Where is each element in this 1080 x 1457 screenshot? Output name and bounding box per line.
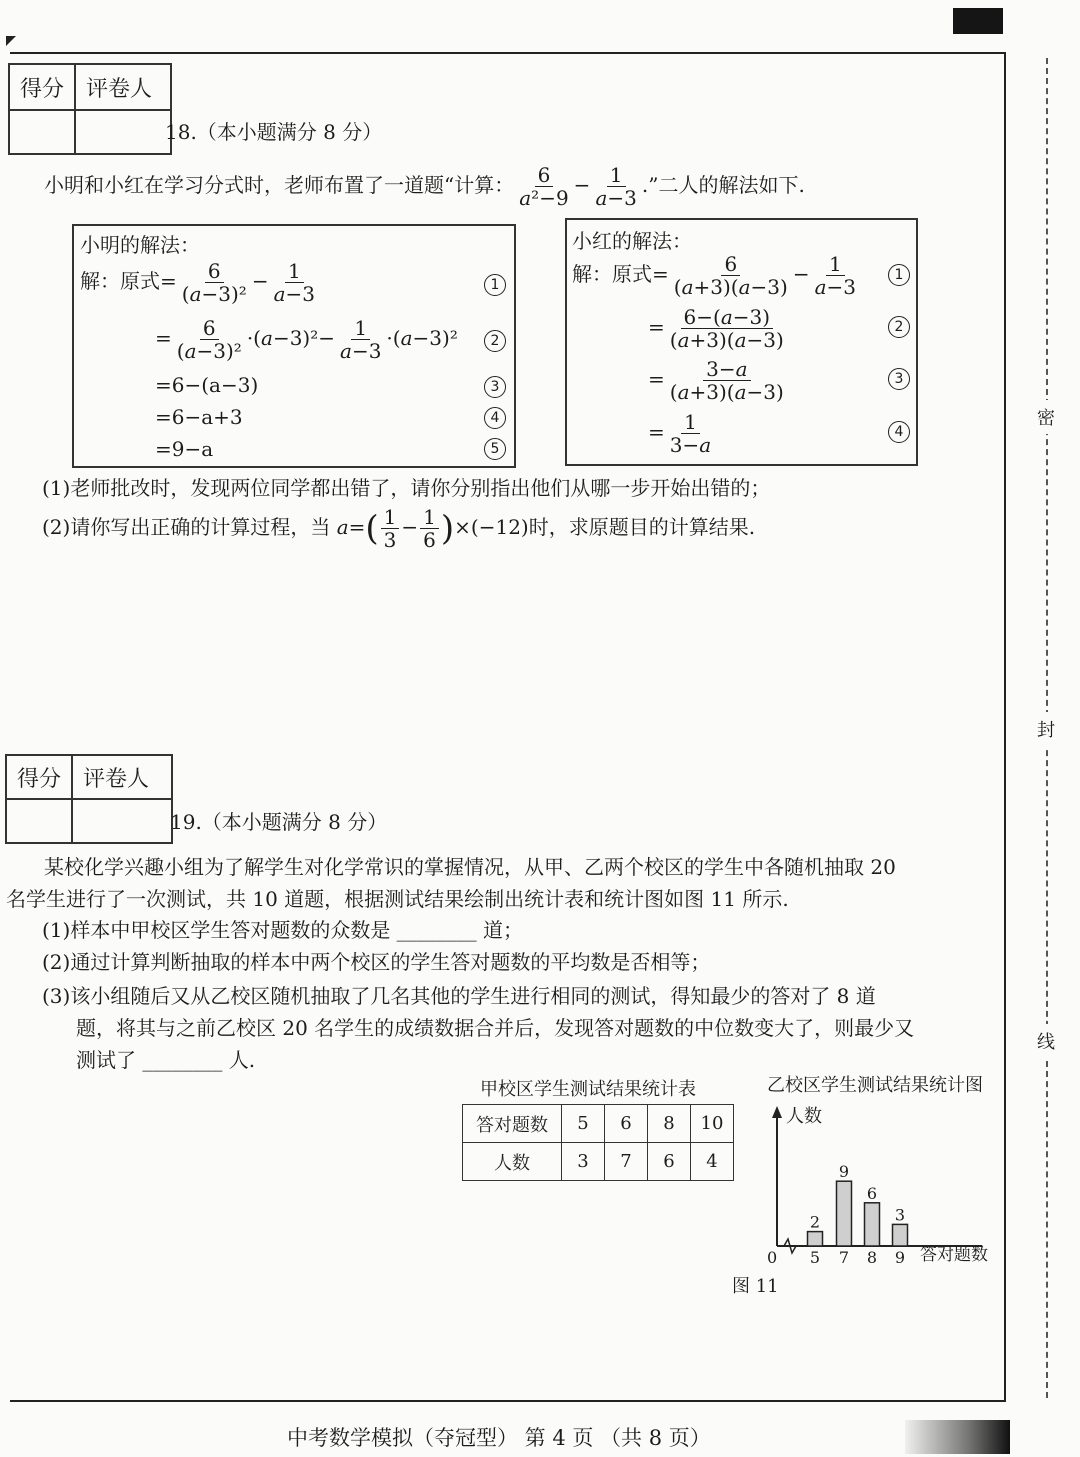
- q19-line2: 名学生进行了一次测试，共 10 道题，根据测试结果绘制出统计表和统计图如图 11 所示.: [6, 887, 789, 911]
- score-cell[interactable]: [9, 110, 75, 154]
- ming-step-5: =9−a: [155, 437, 214, 461]
- bottom-rule: [10, 1400, 1006, 1402]
- q19-sub1: (1)样本中甲校区学生答对题数的众数是 ________ 道；: [42, 918, 524, 942]
- x-tick-label: 9: [894, 1248, 906, 1267]
- table-title: 甲校区学生测试结果统计表: [480, 1079, 696, 1100]
- figure-caption: 图 11: [732, 1276, 779, 1297]
- hong-step-2: = $\frac{6-(a-3)}{(a+3)(a-3)}$: [648, 305, 784, 352]
- bar-value-label: 3: [894, 1205, 906, 1225]
- q18-title: 18.（本小题满分 8 分）: [165, 120, 383, 144]
- score-box-19: [5, 754, 173, 844]
- y-axis-arrow: [772, 1106, 782, 1118]
- score-cell[interactable]: [6, 799, 72, 843]
- bar-value-label: 6: [866, 1183, 878, 1203]
- grader-label: 评卷人: [75, 64, 171, 110]
- table-cell: 4: [691, 1143, 734, 1181]
- table-cell: 5: [562, 1105, 605, 1143]
- corner-smudge: [905, 1420, 1010, 1454]
- bar-value-label: 2: [809, 1212, 821, 1232]
- ming-step-3: =6−(a−3): [155, 373, 259, 397]
- chart-title: 乙校区学生测试结果统计图: [767, 1075, 983, 1096]
- q19-sub3b: 题，将其与之前乙校区 20 名学生的成绩数据合并后，发现答对题数的中位数变大了，则最少又: [76, 1016, 915, 1040]
- step-marker-5: 5: [484, 438, 506, 460]
- x-tick-label: 5: [809, 1248, 821, 1267]
- hong-step-4: = $\frac{1}{3-a}$: [648, 410, 712, 457]
- corner-mark: [6, 36, 16, 46]
- ming-title: 小明的解法：: [80, 233, 200, 257]
- grader-label: 评卷人: [72, 755, 172, 799]
- step-marker-4: 4: [484, 407, 506, 429]
- hong-title: 小红的解法：: [572, 229, 692, 253]
- q18-sub2: (2)请你写出正确的计算过程，当 a=( $\frac{1}{3}$ − $\frac{1}{6}$ )×(−12)时，求原题目的计算结果.: [42, 505, 756, 552]
- x-axis-label: 答对题数: [920, 1245, 988, 1265]
- bar-9: [893, 1224, 908, 1246]
- seal-char-1: 密: [1037, 400, 1055, 434]
- stats-table: [462, 1104, 734, 1181]
- bar-chart: [760, 1070, 1005, 1270]
- seal-char-2: 封: [1037, 712, 1055, 746]
- table-cell: 6: [648, 1143, 691, 1181]
- x-tick-label: 8: [866, 1248, 878, 1267]
- bar-value-label: 9: [838, 1162, 850, 1182]
- q19-sub2: (2)通过计算判断抽取的样本中两个校区的学生答对题数的平均数是否相等；: [42, 950, 711, 974]
- q19-title: 19.（本小题满分 8 分）: [170, 810, 388, 834]
- grader-cell[interactable]: [72, 799, 172, 843]
- step-marker-2: 2: [484, 330, 506, 352]
- ming-step-4: =6−a+3: [155, 405, 243, 429]
- bar-5: [808, 1232, 823, 1246]
- q18-intro: 小明和小红在学习分式时，老师布置了一道题“计算： $\frac{6}{\text{a²−9}}$ − $\frac{1}{a-3}$ .”二人的解法如下.: [44, 163, 805, 210]
- step-marker-4: 4: [888, 421, 910, 443]
- q19-line1: 某校化学兴趣小组为了解学生对化学常识的掌握情况，从甲、乙两个校区的学生中各随机抽取 20: [44, 855, 896, 879]
- step-marker-1: 1: [484, 274, 506, 296]
- step-marker-3: 3: [484, 376, 506, 398]
- table-row-label: 人数: [463, 1143, 562, 1181]
- origin-label: 0: [767, 1248, 778, 1267]
- step-marker-3: 3: [888, 368, 910, 390]
- table-cell: 6: [605, 1105, 648, 1143]
- score-label: 得分: [9, 64, 75, 110]
- bar-7: [837, 1181, 852, 1246]
- ming-step-2: = $\frac{6}{\text{(a−3)²}}$ ·(a−3)²− $\frac{1}{a-3}$ ·(a−3)²: [155, 316, 458, 363]
- table-cell: 8: [648, 1105, 691, 1143]
- corner-block: [953, 8, 1003, 34]
- grader-cell[interactable]: [75, 110, 171, 154]
- hong-step-3: = $\frac{3-a}{(a+3)(a-3)}$: [648, 357, 784, 404]
- score-label: 得分: [6, 755, 72, 799]
- table-cell: 10: [691, 1105, 734, 1143]
- table-cell: 7: [605, 1143, 648, 1181]
- step-marker-1: 1: [888, 264, 910, 286]
- step-marker-2: 2: [888, 316, 910, 338]
- seal-char-3: 线: [1037, 1024, 1055, 1058]
- score-box-18: [8, 63, 172, 155]
- table-header-label: 答对题数: [463, 1105, 562, 1143]
- page-footer: 中考数学模拟（夺冠型） 第 4 页 （共 8 页）: [287, 1426, 711, 1450]
- q18-sub1: (1)老师批改时，发现两位同学都出错了，请你分别指出他们从哪一步开始出错的；: [42, 476, 771, 500]
- y-axis-label: 人数: [786, 1106, 822, 1127]
- hong-step-1: 解：原式= $\frac{6}{(a+3)(a-3)}$ − $\frac{1}{a-3}$: [572, 252, 857, 299]
- x-tick-label: 7: [838, 1248, 850, 1267]
- q19-sub3c: 测试了 ________ 人.: [76, 1048, 256, 1072]
- q19-sub3a: (3)该小组随后又从乙校区随机抽取了几名其他的学生进行相同的测试，得知最少的答对了 8 道: [42, 984, 876, 1008]
- bar-8: [865, 1203, 880, 1246]
- table-cell: 3: [562, 1143, 605, 1181]
- ming-step-1: 解：原式= $\frac{6}{\text{(a−3)²}}$ − $\frac{1}{a-3}$: [80, 259, 316, 306]
